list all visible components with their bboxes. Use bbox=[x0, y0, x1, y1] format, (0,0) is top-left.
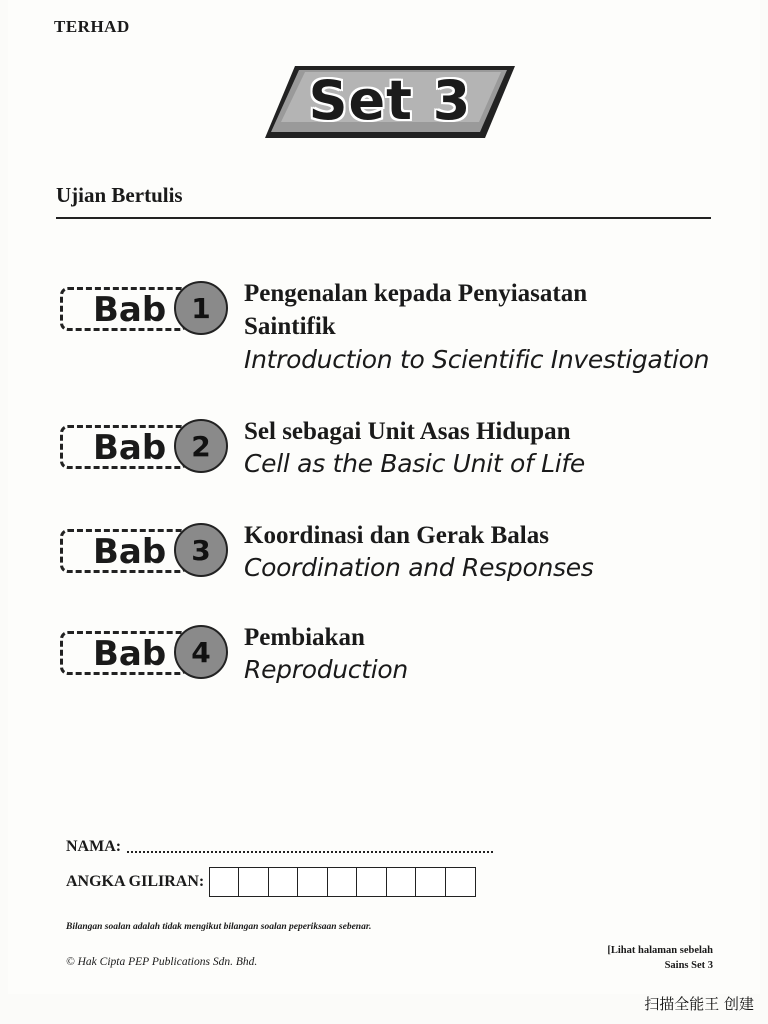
bab-label: Bab bbox=[93, 428, 167, 468]
chapter-4 bbox=[56, 624, 716, 717]
chapter-number-badge: 2 bbox=[174, 419, 228, 473]
bab-dashed-box bbox=[60, 631, 188, 675]
bab-label: Bab bbox=[93, 290, 167, 330]
set-title: Set 3 bbox=[308, 68, 472, 132]
bab-label: Bab bbox=[93, 532, 167, 572]
chapter-title-ms bbox=[244, 415, 714, 448]
chapter-title-en: Introduction to Scientific Investigation bbox=[244, 345, 710, 374]
bab-label: Bab bbox=[93, 634, 167, 674]
next-page-note: [Lihat halaman sebelah bbox=[607, 945, 713, 956]
name-label: NAMA: bbox=[66, 838, 122, 855]
index-number-digit-box[interactable] bbox=[209, 867, 240, 897]
scanner-watermark: 扫描全能王 创建 bbox=[644, 995, 754, 1013]
chapter-1 bbox=[56, 280, 716, 374]
index-number-digit-box[interactable] bbox=[386, 867, 417, 897]
set-title-banner bbox=[265, 62, 515, 138]
classification-label: TERHAD bbox=[54, 17, 130, 36]
index-number-row bbox=[66, 867, 476, 897]
divider bbox=[56, 217, 711, 219]
name-row bbox=[66, 838, 493, 856]
section-label: Ujian Bertulis bbox=[56, 183, 183, 207]
chapter-title-ms-line1: Pengenalan kepada Penyiasatan bbox=[244, 280, 588, 307]
name-field[interactable] bbox=[127, 841, 493, 853]
chapter-number-badge: 4 bbox=[174, 625, 228, 679]
page-footer-right bbox=[607, 943, 713, 973]
bab-dashed-box bbox=[60, 287, 188, 331]
index-number-digit-box[interactable] bbox=[415, 867, 446, 897]
chapter-title-ms-line2: Saintifik bbox=[244, 313, 336, 340]
chapter-title-ms-line1: Sel sebagai Unit Asas Hidupan bbox=[244, 418, 571, 445]
exam-note: Bilangan soalan adalah tidak mengikut bilangan soalan peperiksaan sebenar. bbox=[66, 922, 372, 932]
index-number-digit-box[interactable] bbox=[238, 867, 269, 897]
index-number-digit-box[interactable] bbox=[356, 867, 387, 897]
index-number-digit-box[interactable] bbox=[297, 867, 328, 897]
chapter-title-ms-line1: Pembiakan bbox=[244, 624, 365, 651]
chapter-title-en: Coordination and Responses bbox=[244, 553, 594, 582]
index-number-digit-box[interactable] bbox=[445, 867, 476, 897]
chapter-title-ms bbox=[244, 519, 714, 552]
bab-dashed-box bbox=[60, 425, 188, 469]
bab-dashed-box bbox=[60, 529, 188, 573]
index-number-label: ANGKA GILIRAN: bbox=[66, 873, 205, 890]
index-number-boxes bbox=[210, 867, 476, 897]
chapter-title-ms bbox=[244, 277, 714, 343]
index-number-digit-box[interactable] bbox=[327, 867, 358, 897]
copyright: © Hak Cipta PEP Publications Sdn. Bhd. bbox=[66, 956, 258, 968]
chapter-number-badge: 1 bbox=[174, 281, 228, 335]
chapter-2 bbox=[56, 418, 716, 511]
chapter-title-en: Reproduction bbox=[244, 655, 408, 684]
chapter-title-ms bbox=[244, 621, 714, 654]
chapter-3 bbox=[56, 522, 716, 615]
index-number-digit-box[interactable] bbox=[268, 867, 299, 897]
chapter-title-en: Cell as the Basic Unit of Life bbox=[244, 449, 586, 478]
chapter-number-badge: 3 bbox=[174, 523, 228, 577]
chapter-title-ms-line1: Koordinasi dan Gerak Balas bbox=[244, 522, 549, 549]
subject-set: Sains Set 3 bbox=[664, 960, 713, 971]
